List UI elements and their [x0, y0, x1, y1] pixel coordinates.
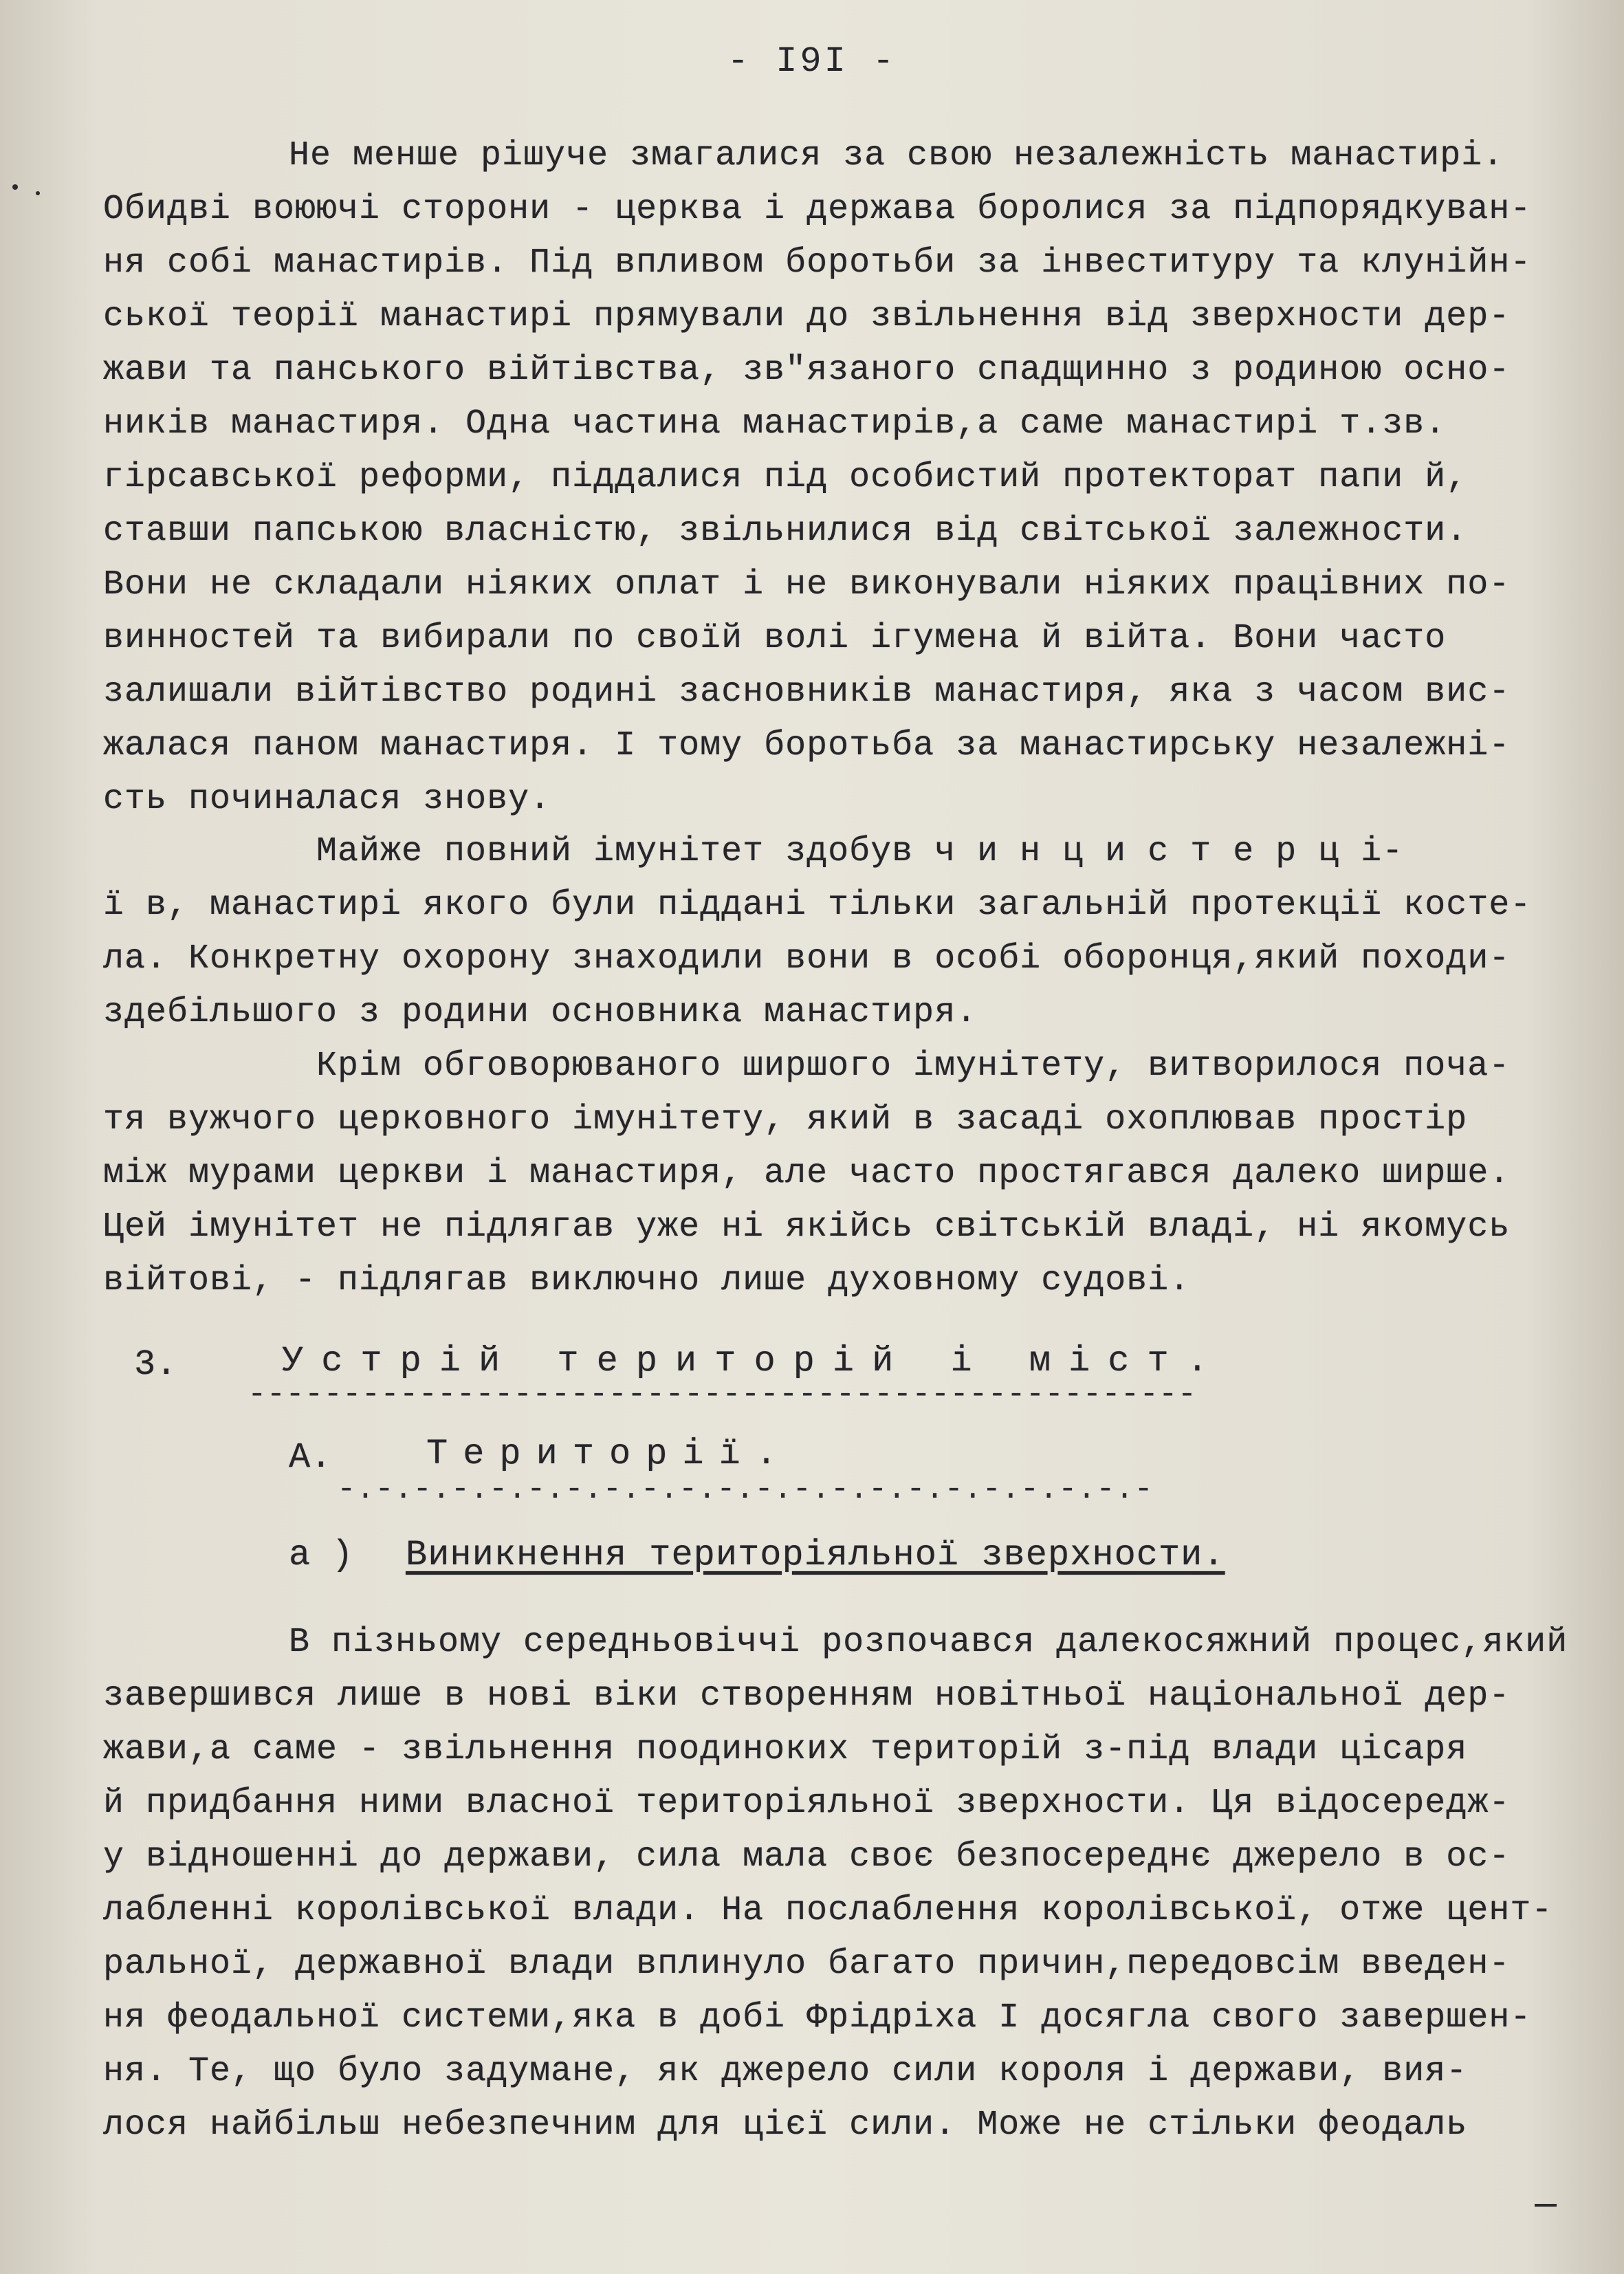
section-title-rule: --------------------------------------------------	[248, 1377, 1197, 1412]
margin-mark	[12, 184, 18, 190]
margin-mark	[1535, 2204, 1557, 2207]
text-line: ня. Те, що було задумане, як джерело сили короля і держави, вия-	[103, 2052, 1468, 2091]
text-line: війтові, - підлягав виключно лише духовному судові.	[103, 1261, 1191, 1300]
section-number: 3.	[134, 1344, 177, 1385]
text-line: жалася паном манастиря. І тому боротьба за манастирську незалежні-	[103, 726, 1511, 765]
sub-subsection-letter: а )	[289, 1535, 353, 1575]
paragraph-3	[103, 1040, 1595, 1308]
margin-mark	[36, 191, 40, 195]
text-line: тя вужчого церковного імунітету, який в засаді охоплював простір	[103, 1100, 1468, 1139]
text-line: ників манастиря. Одна частина манастирів,а саме манастирі т.зв.	[103, 404, 1447, 444]
text-line: залишали війтівство родині засновників манастиря, яка з часом вис-	[103, 673, 1511, 712]
text-line: ня феодальної системи,яка в добі Фрідріха І досягла свого завершен-	[103, 1998, 1532, 2037]
text-line: Цей імунітет не підлягав уже ні якійсь світській владі, ні якомусь	[103, 1207, 1511, 1247]
text-line: ської теорії манастирі прямували до звільнення від зверхности дер-	[103, 297, 1511, 336]
text-line: здебільшого з родини основника манастиря.	[103, 993, 978, 1032]
text-line: між мурами церкви і манастиря, але часто простягався далеко ширше.	[103, 1154, 1511, 1193]
paragraph-4	[103, 1616, 1595, 2152]
paragraph-1	[103, 129, 1595, 827]
text-line: Вони не складали ніяких оплат і не виконували ніяких працівних по-	[103, 565, 1511, 604]
text-line: Не менше рішуче змагалися за свою незалежність манастирі.	[289, 136, 1504, 175]
text-line: Майже повний імунітет здобув ч и н ц и с т е р ц і-	[316, 832, 1404, 871]
text-line: ї в, манастирі якого були піддані тільки загальній протекції косте-	[103, 886, 1532, 925]
text-line: ла. Конкретну охорону знаходили вони в особі оборонця,який походи-	[103, 939, 1511, 979]
text-line: ня собі манастирів. Під впливом боротьби за інвеституру та клунійн-	[103, 243, 1532, 283]
text-line: ральної, державної влади вплинуло багато причин,передовсім введен-	[103, 1945, 1511, 1984]
text-line: гірсавської реформи, піддалися під особистий протекторат папи й,	[103, 458, 1468, 497]
text-line: у відношенні до держави, сила мала своє безпосереднє джерело в ос-	[103, 1837, 1511, 1877]
section-title: Устрій територій і міст.	[282, 1341, 1226, 1381]
text-line: Крім обговорюваного ширшого імунітету, витворилося поча-	[316, 1047, 1511, 1086]
subsection-title-rule: -.-.-.-.-.-.-.-.-.-.-.-.-.-.-.-.-.-.-.-.-.-	[337, 1472, 1153, 1507]
text-line: ставши папською власністю, звільнилися від світської залежности.	[103, 512, 1468, 551]
text-line: лося найбільш небезпечним для цієї сили. Може не стільки феодаль	[103, 2106, 1468, 2145]
text-line: й придбання ними власної територіяльної зверхности. Ця відосередж-	[103, 1784, 1511, 1823]
text-line: жави та панського війтівства, зв"язаного спадщинно з родиною осно-	[103, 351, 1511, 390]
paragraph-2	[103, 825, 1595, 1040]
text-line: винностей та вибирали по своїй волі ігумена й війта. Вони часто	[103, 619, 1447, 658]
page-number: - I9I -	[727, 41, 897, 82]
text-line: Обидві воюючі сторони - церква і держава боролися за підпорядкуван-	[103, 190, 1532, 229]
text-line: сть починалася знову.	[103, 780, 551, 819]
text-line: В пізньому середньовіччі розпочався далекосяжний процес,який	[289, 1623, 1568, 1662]
text-line: завершився лише в нові віки створенням новітньої національної дер-	[103, 1676, 1511, 1716]
subsection-title: Території.	[426, 1434, 793, 1474]
subsection-letter: А.	[289, 1437, 332, 1478]
text-line: жави,а саме - звільнення поодиноких територій з-під влади цісаря	[103, 1730, 1468, 1769]
text-line: лабленні королівської влади. На послаблення королівської, отже цент-	[103, 1891, 1553, 1930]
sub-subsection-title: Виникнення територіяльної зверхности.	[406, 1535, 1225, 1575]
